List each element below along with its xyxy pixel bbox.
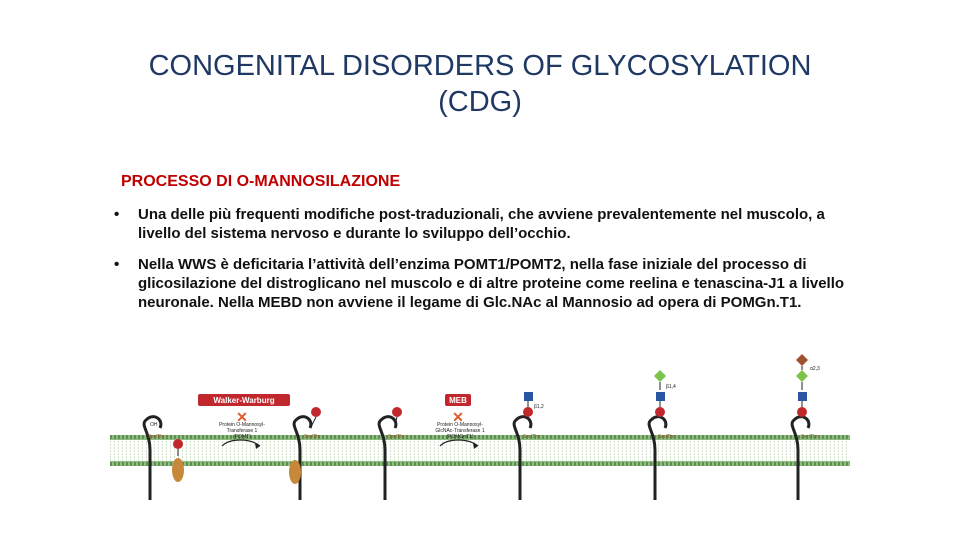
protein-5 (649, 370, 676, 500)
bullet-item (114, 255, 854, 312)
ser-thr-label: Ser/Thr (658, 434, 675, 440)
beta14-label: β1,4 (666, 384, 676, 390)
mannose-icon (311, 407, 321, 417)
pomt-enzyme-2 (289, 460, 301, 484)
bullet-text: Nella WWS è deficitaria l’attività dell’enzima POMT1/POMT2, nella fase iniziale del processo di glicosilazione del distroglicano nel muscolo e di altre proteine come reelina e tenascina-J1 a livello neuronale. Nella MEBD non avviene il legame di Glc.NAc al Mannosio ad opera di POMGn.T1. (138, 256, 845, 311)
mannose-icon (173, 439, 183, 449)
enzyme1-line2: Transferase 1 (226, 428, 258, 434)
pomt-enzyme-1 (172, 458, 184, 482)
walker-warburg-label: Walker-Warburg (213, 396, 275, 405)
glcnac-icon (798, 392, 807, 401)
enzyme1-line1: Protein O-Mannosyl- (219, 422, 265, 428)
slide-title-line-1: CONGENITAL DISORDERS OF GLYCOSYLATION (148, 50, 812, 82)
glcnac-icon (656, 392, 665, 401)
mannose-icon (523, 407, 533, 417)
galactose-icon (654, 370, 666, 382)
bullet-list (114, 205, 854, 324)
ser-thr-label: Ser/Thr (388, 434, 405, 440)
enzyme2-line3: (POMGnT1) (446, 434, 474, 440)
bullet-text: Una delle più frequenti modifiche post-traduzionali, che avviene prevalentemente nel muscolo, a livello del sistema nervoso e durante lo sviluppo dell’occhio. (138, 206, 825, 242)
protein-1 (144, 417, 165, 500)
galactose-icon (796, 370, 808, 382)
beta12-label: β1,2 (534, 404, 544, 410)
enzyme2-line1: Protein O-Mannosyl- (437, 422, 483, 428)
mannose-icon (392, 407, 402, 417)
meb-box (445, 394, 471, 406)
ser-thr-label: Ser/Thr (148, 434, 165, 440)
ser-thr-label: Ser/Thr (304, 434, 321, 440)
protein-6 (792, 354, 820, 500)
slide-title (0, 48, 960, 120)
glcnac-icon (524, 392, 533, 401)
block-x-icon: ✕ (236, 409, 248, 425)
slide-title-line-2: (CDG) (438, 86, 522, 118)
alpha23-label: α2,3 (810, 366, 820, 372)
meb-label: MEB (449, 396, 467, 405)
o-mannosylation-diagram (110, 350, 850, 540)
ser-thr-label: Ser/Thr (801, 434, 818, 440)
oh-label: OH (150, 422, 158, 428)
enzyme1-line3: (POMT) (233, 434, 251, 440)
sialic-acid-icon (796, 354, 808, 366)
enzyme2-line2: GlcNAc-Transferase 1 (435, 428, 485, 434)
cell-membrane (110, 435, 850, 466)
section-heading: PROCESSO DI O-MANNOSILAZIONE (121, 173, 401, 190)
protein-4 (514, 392, 544, 500)
bullet-item (114, 205, 854, 243)
mannose-icon (797, 407, 807, 417)
ser-thr-label: Ser/Thr (523, 434, 540, 440)
bullet-symbol: • (114, 206, 120, 223)
block-x-icon: ✕ (452, 409, 464, 425)
mannose-icon (655, 407, 665, 417)
walker-warburg-box (198, 394, 290, 406)
bullet-symbol: • (114, 256, 120, 273)
